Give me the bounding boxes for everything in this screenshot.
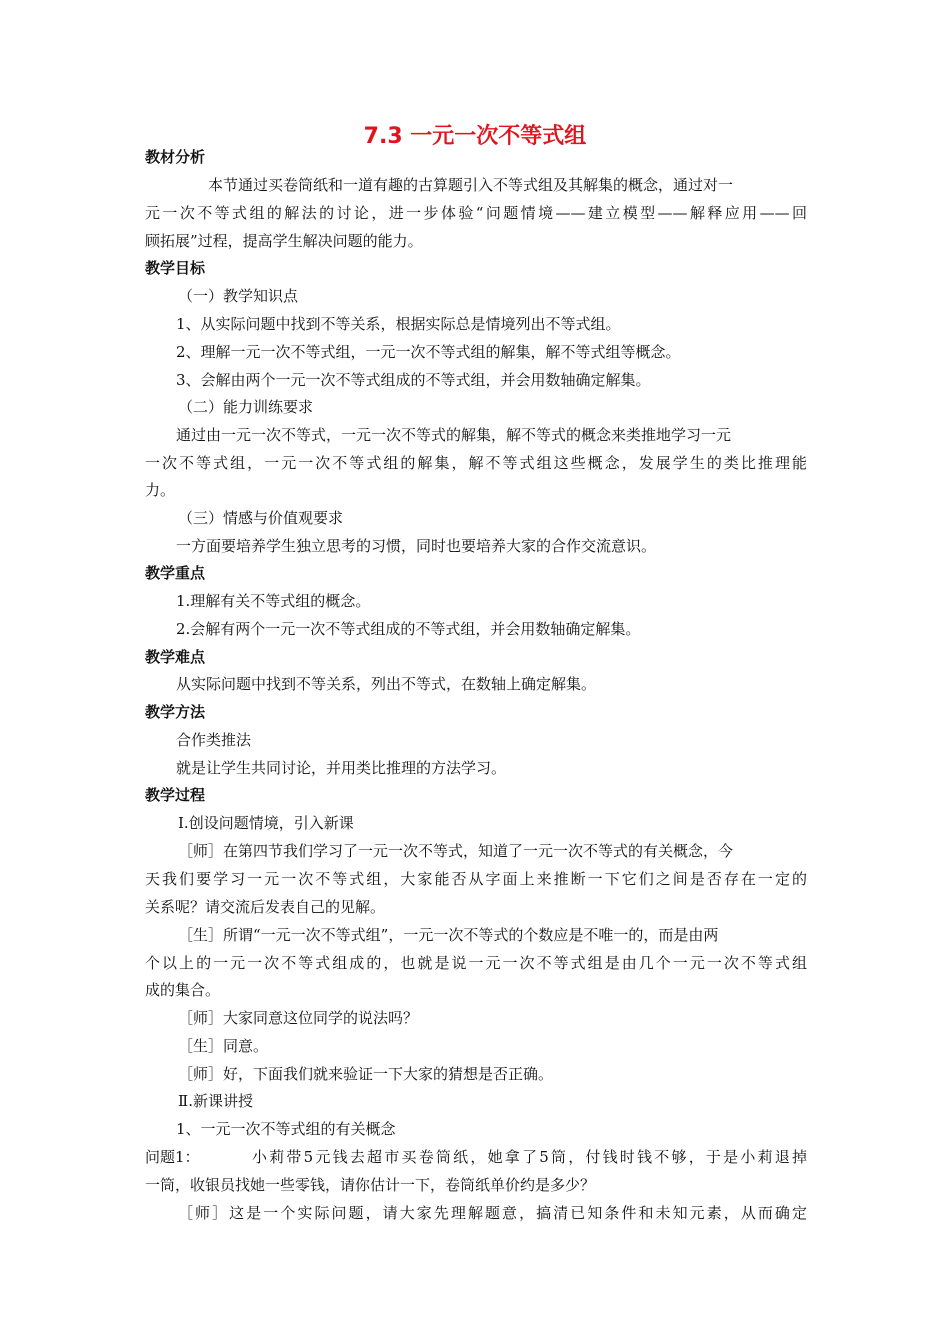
student-2: ［生］同意。 xyxy=(178,1037,269,1055)
heading-process: 教学过程 xyxy=(145,786,206,804)
analysis-line-3: 顾拓展”过程，提高学生解决问题的能力。 xyxy=(145,232,423,250)
problem-line-1: 小莉带5元钱去超市买卷筒纸，她拿了5筒，付钱时钱不够，于是小莉退掉 xyxy=(252,1148,807,1166)
problem-label: 问题1： xyxy=(145,1148,200,1166)
key-point-1: 1.理解有关不等式组的概念。 xyxy=(176,592,371,610)
difficulty-text: 从实际问题中找到不等关系，列出不等式，在数轴上确定解集。 xyxy=(176,675,597,693)
concept-title: 1、一元一次不等式组的有关概念 xyxy=(176,1120,396,1138)
teacher-3: ［师］好，下面我们就来验证一下大家的猜想是否正确。 xyxy=(178,1065,554,1083)
problem-line-2: 一筒，收银员找她一些零钱，请你估计一下，卷筒纸单价约是多少？ xyxy=(145,1176,596,1194)
knowledge-item-2: 2、理解一元一次不等式组，一元一次不等式组的解集，解不等式组等概念。 xyxy=(176,343,681,361)
method-desc: 就是让学生共同讨论，并用类比推理的方法学习。 xyxy=(176,759,507,777)
heading-key-points: 教学重点 xyxy=(145,564,206,582)
teacher-4: ［师］这是一个实际问题，请大家先理解题意，搞清已知条件和未知元素，从而确定 xyxy=(178,1204,807,1222)
knowledge-item-3: 3、会解由两个一元一次不等式组成的不等式组，并会用数轴确定解集。 xyxy=(176,371,651,389)
analysis-line-2: 元一次不等式组的解法的讨论，进一步体验“问题情境——建立模型——解释应用——回 xyxy=(145,204,807,222)
analysis-line-1: 本节通过买卷筒纸和一道有趣的古算题引入不等式组及其解集的概念，通过对一 xyxy=(208,176,734,194)
emotion-text: 一方面要培养学生独立思考的习惯，同时也要培养大家的合作交流意识。 xyxy=(176,537,657,555)
heading-analysis: 教材分析 xyxy=(145,148,206,166)
process-step-2: Ⅱ.新课讲授 xyxy=(178,1092,253,1110)
student-1-line-2: 个以上的一元一次不等式组成的，也就是说一元一次不等式组是由几个一元一次不等式组 xyxy=(145,954,807,972)
knowledge-item-1: 1、从实际问题中找到不等关系，根据实际总是情境列出不等式组。 xyxy=(176,315,621,333)
knowledge-title: （一）教学知识点 xyxy=(178,287,299,305)
teacher-1-line-3: 关系呢？请交流后发表自己的见解。 xyxy=(145,898,386,916)
method-name: 合作类推法 xyxy=(176,731,252,749)
student-1-line-3: 成的集合。 xyxy=(145,981,221,999)
document-title: 7.3 一元一次不等式组 xyxy=(363,124,587,149)
heading-methods: 教学方法 xyxy=(145,703,206,721)
emotion-title: （三）情感与价值观要求 xyxy=(178,509,344,527)
ability-title: （二）能力训练要求 xyxy=(178,398,314,416)
heading-goals: 教学目标 xyxy=(145,259,206,277)
ability-line-2: 一次不等式组，一元一次不等式组的解集，解不等式组这些概念，发展学生的类比推理能 xyxy=(145,454,807,472)
teacher-1-line-1: ［师］在第四节我们学习了一元一次不等式，知道了一元一次不等式的有关概念，今 xyxy=(178,842,734,860)
heading-difficulties: 教学难点 xyxy=(145,648,206,666)
teacher-1-line-2: 天我们要学习一元一次不等式组，大家能否从字面上来推断一下它们之间是否存在一定的 xyxy=(145,870,807,888)
ability-line-1: 通过由一元一次不等式，一元一次不等式的解集，解不等式的概念来类推地学习一元 xyxy=(176,426,732,444)
teacher-2: ［师］大家同意这位同学的说法吗？ xyxy=(178,1009,419,1027)
process-step-1: Ⅰ.创设问题情境，引入新课 xyxy=(178,814,354,832)
ability-line-3: 力。 xyxy=(145,481,176,499)
key-point-2: 2.会解有两个一元一次不等式组成的不等式组，并会用数轴确定解集。 xyxy=(176,620,641,638)
student-1-line-1: ［生］所谓“一元一次不等式组”，一元一次不等式的个数应是不唯一的，而是由两 xyxy=(178,926,719,944)
